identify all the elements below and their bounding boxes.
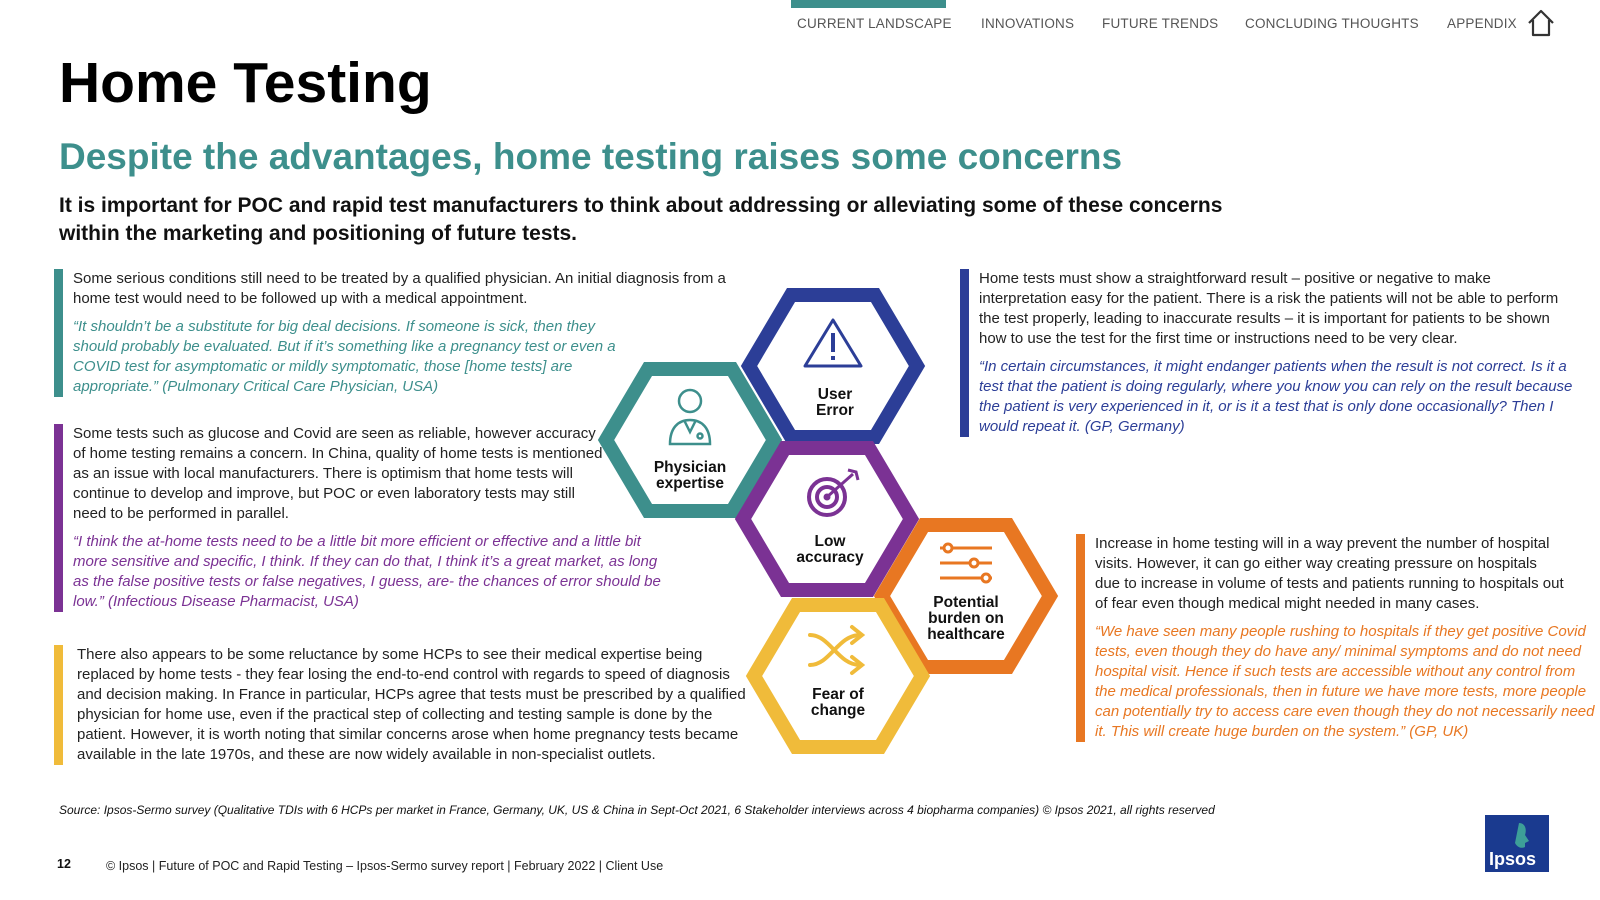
hex-fear-of-change <box>754 605 922 747</box>
block-accuracy-quote: “I think the at-home tests need to be a little bit more efficient or effective and a little bit more sensitive and specific, I think. If they can do that, I think it’s a great market, as long as the false positive tests or false negatives, I guess, are- the chances of error should be low.” (Infectious Disease Pharmacist, USA) <box>73 533 661 610</box>
hex-user-error-line1: User <box>817 386 853 403</box>
hex-accuracy-line2: accuracy <box>796 549 864 566</box>
block-burden-quote: “We have seen many people rushing to hospitals if they get positive Covid tests, even though they do have any/ minimal symptoms and do not need hospital visit. Hence if such tests are accessible without any control from the medical professionals, then in future we have more tests, more people can potentially try to access care even though they do not necessarily need it. This will create huge burden on the system.” (GP, UK) <box>1095 623 1595 740</box>
hex-change-line2: change <box>810 702 866 719</box>
logo-text: Ipsos <box>1489 849 1537 869</box>
nav-current-landscape[interactable]: CURRENT LANDSCAPE <box>797 16 952 31</box>
hex-user-error <box>749 295 917 437</box>
block-physician-text: Some serious conditions still need to be treated by a qualified physician. An initial diagnosis from a home test would need to be followed up with a medical appointment. <box>73 270 726 307</box>
page-subtitle: Despite the advantages, home testing raises some concerns <box>59 136 1123 177</box>
block-physician-quote: “It shouldn’t be a substitute for big deal decisions. If someone is sick, then they should probably be evaluated. But if it’s something like a pregnancy test or even a COVID test for asymptomatic or mildly symptomatic, those [home tests] are appropriate.” (Pulmonary Critical Care Physician, USA) <box>73 318 616 395</box>
nav-concluding-thoughts[interactable]: CONCLUDING THOUGHTS <box>1245 16 1419 31</box>
source-note: Source: Ipsos-Sermo survey (Qualitative TDIs with 6 HCPs per market in France, Germany, UK, US & China in Sept-Oct 2021, 6 Stakeholder interviews across 4 biopharma companies) © Ipsos 2021, all rights reserved <box>59 803 1215 817</box>
hex-physician-line2: expertise <box>655 475 725 492</box>
footer-text: © Ipsos | Future of POC and Rapid Testing – Ipsos-Sermo survey report | February 2022 | Client Use <box>106 859 664 873</box>
nav-innovations[interactable]: INNOVATIONS <box>981 16 1075 31</box>
block-accuracy-text: Some tests such as glucose and Covid are seen as reliable, however accuracy of home testing remains a concern. In China, quality of home tests is mentioned as an issue with local manufacturers. There is optimism that home tests will continue to develop and improve, but POC or even laboratory tests may still need to be performed in parallel. <box>73 425 603 522</box>
nav-appendix[interactable]: APPENDIX <box>1447 16 1517 31</box>
hex-user-error-line2: Error <box>816 402 854 419</box>
hex-low-accuracy <box>743 448 911 590</box>
lead-paragraph: It is important for POC and rapid test manufacturers to think about addressing or alleviating some of these concerns within the marketing and positioning of future tests. <box>59 194 1223 245</box>
page-number: 12 <box>57 857 71 871</box>
nav-future-trends[interactable]: FUTURE TRENDS <box>1102 16 1219 31</box>
hex-burden-line1: Potential <box>933 594 999 611</box>
block-burden-text: Increase in home testing will in a way prevent the number of hospital visits. However, it can go either way creating pressure on hospitals due to increase in volume of tests and patients running to hospitals out of fear even though medical might needed in many cases. <box>1095 535 1564 612</box>
ipsos-logo <box>1485 815 1549 872</box>
hex-physician-expertise <box>606 369 774 511</box>
block-user-error-quote: “In certain circumstances, it might endanger patients when the result is not correct. Is it a test that the patient is doing regularly, where you know you can rely on the result because the patient is very experienced in it, or is it a test that is only done occasionally? Then I would repeat it. (GP, Germany) <box>979 358 1573 435</box>
page-title: Home Testing <box>59 51 432 115</box>
block-change-text: There also appears to be some reluctance by some HCPs to see their medical expertise being replaced by home tests - they fear losing the end-to-end control with regards to speed of diagnosis and decision making. In France in particular, HCPs agree that tests must be prescribed by a qualified physician for home use, even if the practical step of collecting and testing sample is done by the patient. However, it is worth noting that similar concerns arose when home pregnancy tests became available in the late 1970s, and these are now widely available in non-specialist outlets. <box>77 646 746 763</box>
hex-burden-line2: burden on <box>928 610 1004 627</box>
hex-accuracy-line1: Low <box>814 533 846 550</box>
hex-burden-line3: healthcare <box>927 626 1005 643</box>
block-user-error-text: Home tests must show a straightforward result – positive or negative to make interpretation easy for the patient. There is a risk the patients will not be able to perform the test properly, leading to inaccurate results – it is important for patients to be shown how to use the test for the first time or instructions need to be very clear. <box>979 270 1559 347</box>
hex-physician-line1: Physician <box>653 459 727 476</box>
hex-change-line1: Fear of <box>812 686 864 703</box>
